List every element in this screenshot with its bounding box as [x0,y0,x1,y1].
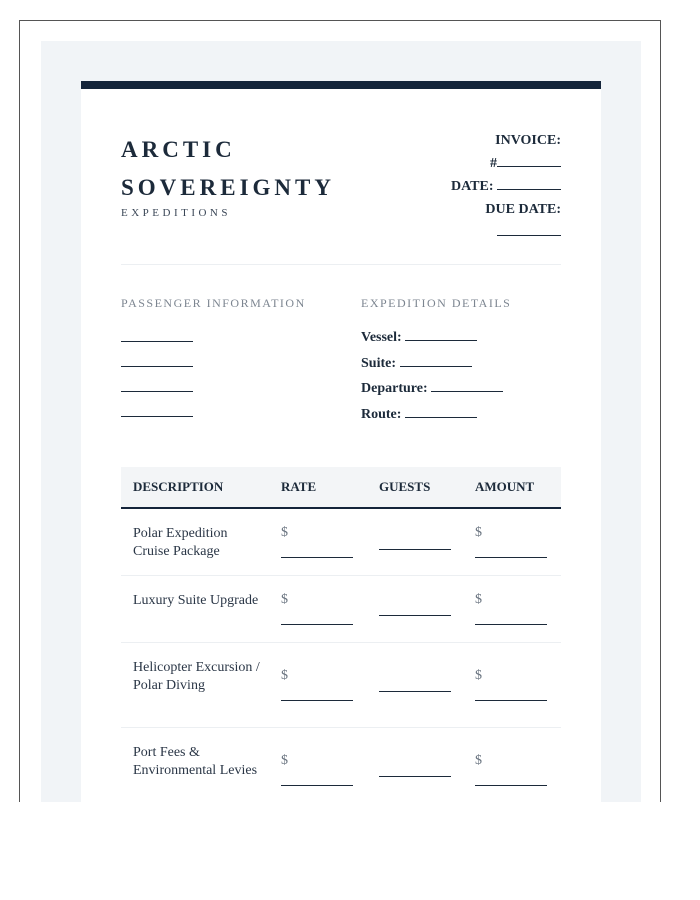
departure-blank[interactable] [431,379,503,392]
amount-currency: $ [475,592,482,607]
date-label: DATE: [450,179,494,194]
line-items-table [121,467,561,802]
company-name: ARCTIC SOVEREIGNTY [121,137,335,200]
table-row [121,728,561,802]
date-field[interactable] [341,175,561,198]
suite-label: Suite: [361,355,396,371]
due-date-blank[interactable] [497,223,561,236]
amount-currency: $ [475,668,482,683]
passenger-line-2[interactable] [121,346,193,367]
vessel-field[interactable] [361,325,503,351]
amount-blank[interactable] [475,557,547,558]
amount-blank[interactable] [475,700,547,701]
header-amount: AMOUNT [475,479,535,494]
suite-blank[interactable] [400,354,472,367]
route-field[interactable] [361,402,503,428]
expedition-details-heading: EXPEDITION DETAILS [361,296,512,310]
passenger-line-1[interactable] [121,321,193,342]
route-label: Route: [361,406,402,422]
row-description: Luxury Suite Upgrade [133,593,259,608]
due-date-label: DUE DATE: [485,202,561,217]
accent-bar [81,81,601,89]
rate-blank[interactable] [281,557,353,558]
amount-currency: $ [475,525,482,540]
header-rate: RATE [281,479,317,494]
guests-blank[interactable] [379,615,451,616]
row-description: Port Fees & Environmental Levies [133,745,258,778]
route-blank[interactable] [405,405,477,418]
passenger-info-heading: PASSENGER INFORMATION [121,296,306,310]
passenger-line-4[interactable] [121,396,193,417]
departure-label: Departure: [361,381,428,396]
invoice-number-prefix: # [490,156,497,171]
passenger-line-3[interactable] [121,371,193,392]
table-row [121,509,561,576]
page-background [41,41,641,802]
date-blank[interactable] [497,177,561,190]
amount-blank[interactable] [475,624,547,625]
header-description: DESCRIPTION [133,479,224,494]
table-row [121,643,561,728]
guests-blank[interactable] [379,549,451,550]
suite-field[interactable] [361,351,503,377]
invoice-number-blank[interactable] [497,154,561,167]
departure-field[interactable] [361,376,503,402]
row-description: Polar Expedition Cruise Package [133,526,228,559]
guests-blank[interactable] [379,691,451,692]
expedition-details [361,325,503,427]
invoice-number-field[interactable] [341,152,561,175]
invoice-meta [341,129,561,244]
vessel-blank[interactable] [405,328,477,341]
table-row [121,576,561,643]
header-guests: GUESTS [379,479,431,494]
rate-blank[interactable] [281,624,353,625]
passenger-info-lines [121,321,193,421]
row-description: Helicopter Excursion / Polar Diving [133,660,260,693]
guests-blank[interactable] [379,776,451,777]
rate-currency: $ [281,525,288,540]
amount-blank[interactable] [475,785,547,786]
invoice-page [81,81,601,802]
rate-blank[interactable] [281,700,353,701]
rate-currency: $ [281,668,288,683]
header-divider [121,264,561,265]
table-header [121,467,561,509]
due-date-field[interactable] [341,221,561,244]
vessel-label: Vessel: [361,330,402,345]
amount-currency: $ [475,753,482,768]
company-tagline: EXPEDITIONS [121,207,231,219]
invoice-label: INVOICE: [495,133,561,148]
rate-blank[interactable] [281,785,353,786]
rate-currency: $ [281,753,288,768]
rate-currency: $ [281,592,288,607]
